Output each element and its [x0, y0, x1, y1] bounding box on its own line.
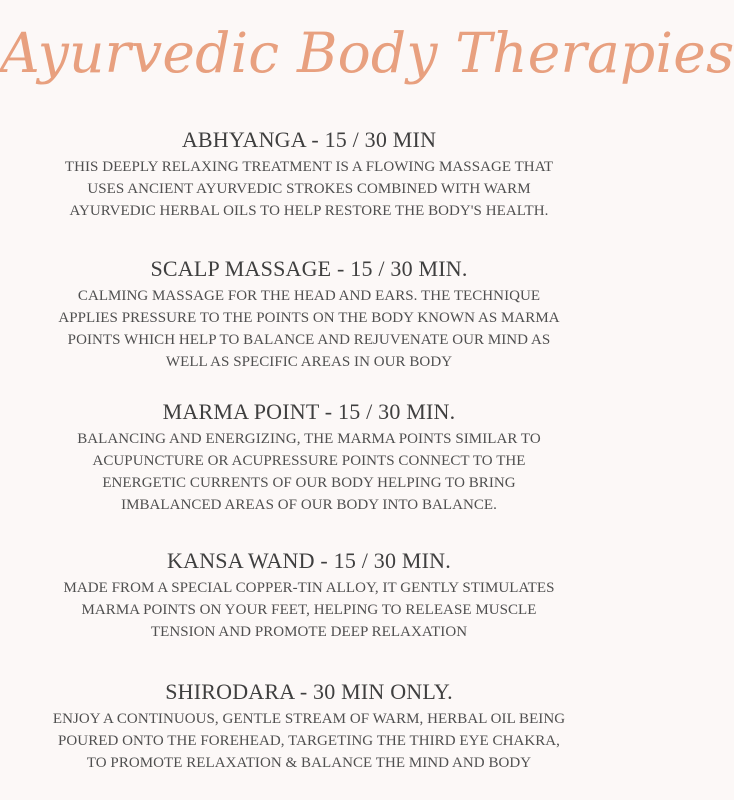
description-line: TO PROMOTE RELAXATION & BALANCE THE MIND AND BODY: [86, 755, 532, 771]
therapy-description: [0, 428, 618, 516]
description-line: USES ANCIENT AYURVEDIC STROKES COMBINED WITH WARM: [87, 181, 531, 197]
therapy-section-marma-point: [0, 398, 618, 516]
description-line: THIS DEEPLY RELAXING TREATMENT IS A FLOWING MASSAGE THAT: [64, 159, 554, 175]
therapy-description: [0, 156, 618, 222]
description-line: APPLIES PRESSURE TO THE POINTS ON THE BODY KNOWN AS MARMA: [58, 310, 560, 326]
description-line: ACUPUNCTURE OR ACUPRESSURE POINTS CONNECT TO THE: [92, 453, 526, 469]
description-line: BALANCING AND ENERGIZING, THE MARMA POINTS SIMILAR TO: [77, 431, 541, 447]
therapy-heading: SHIRODARA - 30 MIN ONLY.: [165, 679, 453, 704]
therapy-heading: SCALP MASSAGE - 15 / 30 MIN.: [150, 256, 468, 281]
description-line: AYURVEDIC HERBAL OILS TO HELP RESTORE THE BODY'S HEALTH.: [69, 203, 549, 219]
description-line: POURED ONTO THE FOREHEAD, TARGETING THE THIRD EYE CHAKRA,: [58, 733, 560, 749]
description-line: IMBALANCED AREAS OF OUR BODY INTO BALANCE.: [121, 497, 497, 513]
therapy-description: [0, 708, 618, 774]
therapy-section-scalp-massage: [0, 255, 618, 373]
description-line: POINTS WHICH HELP TO BALANCE AND REJUVENATE OUR MIND AS: [67, 332, 551, 348]
description-line: CALMING MASSAGE FOR THE HEAD AND EARS. THE TECHNIQUE: [77, 288, 541, 304]
description-line: TENSION AND PROMOTE DEEP RELAXATION: [150, 624, 468, 640]
therapy-section-shirodara: [0, 678, 618, 774]
therapy-heading: ABHYANGA - 15 / 30 MIN: [181, 127, 437, 152]
therapy-section-abhyanga: [0, 126, 618, 222]
description-line: MADE FROM A SPECIAL COPPER-TIN ALLOY, IT GENTLY STIMULATES: [63, 580, 555, 596]
description-line: WELL AS SPECIFIC AREAS IN OUR BODY: [165, 354, 453, 370]
therapy-section-kansa-wand: [0, 547, 618, 643]
therapy-heading: MARMA POINT - 15 / 30 MIN.: [162, 399, 456, 424]
description-line: ENJOY A CONTINUOUS, GENTLE STREAM OF WARM, HERBAL OIL BEING: [52, 711, 566, 727]
description-line: ENERGETIC CURRENTS OF OUR BODY HELPING TO BRING: [102, 475, 516, 491]
description-line: MARMA POINTS ON YOUR FEET, HELPING TO RELEASE MUSCLE: [81, 602, 537, 618]
therapy-description: [0, 285, 618, 373]
therapy-description: [0, 577, 618, 643]
page-title: Ayurvedic Body Therapies: [0, 21, 734, 85]
therapy-heading: KANSA WAND - 15 / 30 MIN.: [167, 548, 451, 573]
